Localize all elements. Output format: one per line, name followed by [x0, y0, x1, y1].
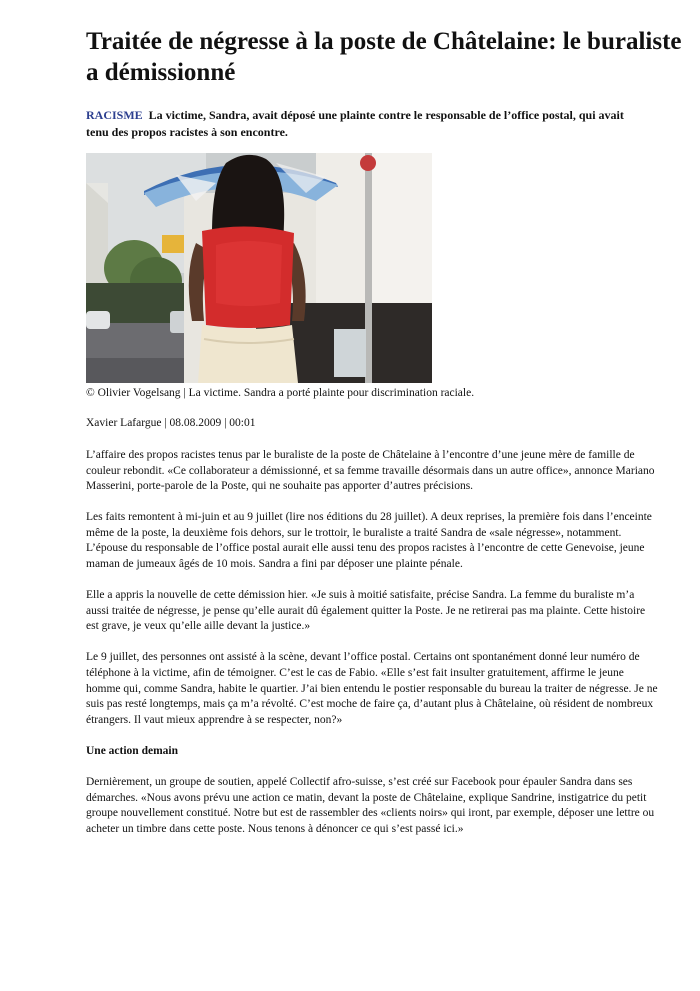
article-photo [86, 153, 432, 383]
lead-text: La victime, Sandra, avait déposé une plainte contre le responsable de l’office postal, qui avait tenu des propos racistes à son encontre. [86, 108, 624, 139]
byline: Xavier Lafargue | 08.08.2009 | 00:01 [86, 417, 256, 429]
paragraph: Elle a appris la nouvelle de cette démission hier. «Je suis à moitié satisfaite, précise Sandra. La femme du buraliste m’a aussi traitée de négresse, je pense qu’elle aurait dû également quitter la Poste. Je ne retirerai pas ma plainte. Cette histoire est grave, je veux qu’elle aille devant la justice.» [86, 589, 646, 633]
paragraph: Les faits remontent à mi-juin et au 9 juillet (lire nos éditions du 28 juillet). A deux reprises, la première fois dans l’enceinte même de la poste, la deuxième fois dehors, sur le trottoir, le buraliste a traité Sandra de «sale négresse», notamment. L’épouse du responsable de l’office postal aurait elle aussi tenu des propos racistes à l’encontre de cette Genevoise, jeune maman de jumeaux âgés de 10 mois. Sandra a fini par déposer une plainte pénale. [86, 511, 652, 571]
paragraph: Dernièrement, un groupe de soutien, appelé Collectif afro-suisse, s’est créé sur Facebook pour épauler Sandra dans ses démarches. «Nous avons prévu une action ce matin, devant la poste de Châtelaine, explique Sandrine, instigatrice du petit groupe nouvellement constitué. Notre but est de rassembler des «clients noirs» qui iront, par exemple, déposer une lettre ou acheter un timbre dans cette poste. Nous tenons à dénoncer ce qui s’est passé ici.» [86, 776, 655, 835]
photo-illustration [86, 153, 432, 383]
paragraph: Le 9 juillet, des personnes ont assisté à la scène, devant l’office postal. Certains ont spontanément donné leur numéro de téléphone à la victime, afin de témoigner. C’est le cas de Fabio. «Elle s’est fait insulter gratuitement, affirme le jeune homme qui, comme Sandra, habite le quartier. J’ai bien entendu le postier responsable du bureau la traiter de négresse. Je ne suis pas resté longtemps, mais ça m’a révolté. C’est moche de faire ça, d’autant plus à Châtelaine, où résident de nombreux étrangers. Il vaut mieux apprendre à se respecter, non?» [86, 651, 658, 726]
article-title: Traitée de négresse à la poste de Châtelaine: le buraliste a démissionné [86, 28, 682, 86]
paragraph: L’affaire des propos racistes tenus par le buraliste de la poste de Châtelaine à l’encontre d’une jeune mère de famille de couleur rebondit. «Ce collaborateur a démissionné, et sa femme travaille désormais dans un autre office», annonce Mariano Masserini, porte-parole de la Poste, qui ne souhaite pas apporter d’autres précisions. [86, 449, 655, 493]
subheading: Une action demain [86, 744, 178, 757]
article-lead [86, 107, 646, 141]
category-label: RACISME [86, 108, 143, 122]
article-body [86, 448, 658, 853]
photo-caption: © Olivier Vogelsang | La victime. Sandra a porté plainte pour discrimination raciale. [86, 387, 475, 399]
